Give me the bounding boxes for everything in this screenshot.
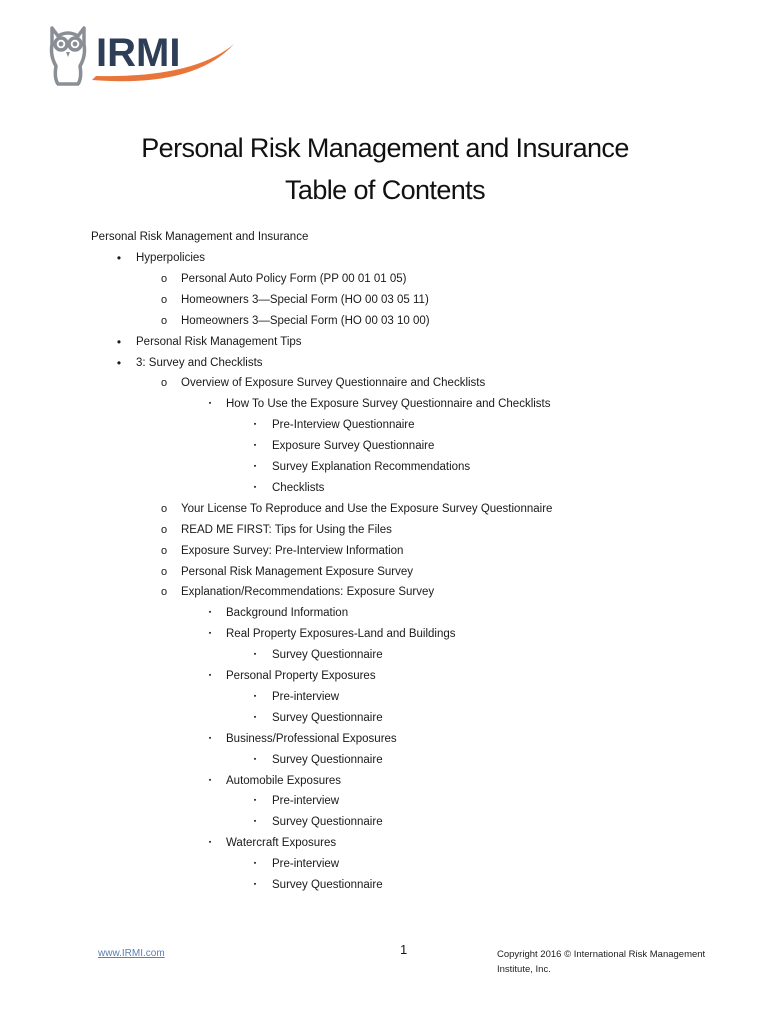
toc-bullet-marker: o bbox=[160, 586, 168, 599]
toc-bullet-marker: ▪ bbox=[208, 630, 212, 638]
toc-bullet-marker: o bbox=[160, 502, 168, 515]
toc-entry-label: How To Use the Exposure Survey Questionnaire and Checklists bbox=[226, 398, 551, 411]
toc-entry-label: Watercraft Exposures bbox=[226, 837, 337, 850]
toc-bullet-marker: ▪ bbox=[253, 860, 257, 868]
toc-bullet-marker: ▪ bbox=[208, 776, 212, 784]
toc-bullet-marker: o bbox=[160, 314, 168, 327]
toc-entry-label: READ ME FIRST: Tips for Using the Files bbox=[181, 523, 392, 536]
toc-entry-label: 3: Survey and Checklists bbox=[136, 356, 263, 369]
toc-entry-label: Checklists bbox=[272, 481, 325, 494]
toc-entry-label: Overview of Exposure Survey Questionnaire and Checklists bbox=[181, 377, 486, 390]
copyright-notice: Copyright 2016 © International Risk Management Institute, Inc. bbox=[497, 949, 706, 975]
toc-entry-label: Survey Explanation Recommendations bbox=[272, 461, 471, 473]
title-line-2: Table of Contents bbox=[285, 175, 485, 205]
toc-bullet-marker: ▪ bbox=[253, 713, 257, 721]
toc-entry-label: Your License To Reproduce and Use the Exposure Survey Questionnaire bbox=[181, 502, 553, 515]
toc-bullet-marker: • bbox=[116, 251, 122, 265]
toc-heading: Personal Risk Management and Insurance bbox=[91, 231, 309, 243]
toc-bullet-marker: ▪ bbox=[253, 797, 257, 805]
toc-bullet-marker: ▪ bbox=[208, 400, 212, 408]
toc-entry-label: Personal Risk Management Tips bbox=[136, 335, 302, 348]
toc-bullet-marker: o bbox=[160, 293, 168, 306]
toc-bullet-marker: ▪ bbox=[253, 818, 257, 826]
toc-entry-label: Pre-Interview Questionnaire bbox=[272, 419, 415, 432]
toc-entry-label: Survey Questionnaire bbox=[272, 879, 383, 891]
toc-entry-label: Pre-interview bbox=[272, 858, 340, 871]
toc-bullet-marker: ▪ bbox=[253, 692, 257, 700]
toc-entry-label: Explanation/Recommendations: Exposure Survey bbox=[181, 586, 435, 599]
toc-bullet-marker: ▪ bbox=[253, 755, 257, 763]
toc-bullet-marker: ▪ bbox=[208, 672, 212, 679]
toc-entry-label: Exposure Survey: Pre-Interview Information bbox=[181, 544, 404, 557]
toc-bullet-marker: o bbox=[160, 377, 168, 390]
toc-entry-label: Survey Questionnaire bbox=[272, 711, 383, 724]
toc-bullet-marker: ▪ bbox=[253, 463, 257, 470]
svg-text:IRMI: IRMI bbox=[96, 31, 181, 75]
toc-bullet-marker: ▪ bbox=[208, 734, 212, 742]
toc-bullet-marker: ▪ bbox=[253, 483, 257, 491]
toc-bullet-marker: ▪ bbox=[253, 442, 257, 450]
toc-entry-label: Business/Professional Exposures bbox=[226, 732, 397, 745]
toc-bullet-marker: ▪ bbox=[253, 421, 257, 429]
toc-entry-label: Personal Property Exposures bbox=[226, 670, 376, 682]
document-title bbox=[0, 127, 770, 211]
toc-bullet-marker: o bbox=[160, 565, 168, 578]
footer-website-link[interactable]: www.IRMI.com bbox=[98, 948, 165, 959]
toc-entry-label: Pre-interview bbox=[272, 690, 340, 703]
toc-bullet-marker: • bbox=[116, 334, 122, 349]
toc-bullet-marker: ▪ bbox=[208, 609, 212, 617]
toc-entry-label: Homeowners 3—Special Form (HO 00 03 05 11) bbox=[181, 293, 429, 306]
toc-entry-label: Hyperpolicies bbox=[136, 252, 206, 264]
toc-bullet-marker: o bbox=[160, 272, 168, 285]
toc-bullet-marker: • bbox=[116, 355, 122, 370]
toc-entry-label: Automobile Exposures bbox=[226, 774, 342, 787]
toc-entry-label: Pre-interview bbox=[272, 795, 340, 808]
owl-logo-icon bbox=[44, 22, 244, 88]
toc-entry-label: Homeowners 3—Special Form (HO 00 03 10 00) bbox=[181, 314, 430, 327]
toc-entry-label: Survey Questionnaire bbox=[272, 753, 383, 766]
toc-bullet-marker: ▪ bbox=[253, 651, 257, 659]
toc-bullet-marker: o bbox=[160, 523, 168, 536]
toc-bullet-marker: ▪ bbox=[208, 839, 212, 847]
toc-entry-label: Personal Risk Management Exposure Survey bbox=[181, 565, 414, 578]
page-number: 1 bbox=[400, 942, 408, 957]
toc-entry-label: Survey Questionnaire bbox=[272, 649, 383, 662]
toc-entry-label: Personal Auto Policy Form (PP 00 01 01 05) bbox=[181, 272, 407, 285]
title-line-1: Personal Risk Management and Insurance bbox=[141, 133, 629, 163]
toc-bullet-marker: o bbox=[160, 544, 168, 557]
toc-bullet-marker: ▪ bbox=[253, 881, 257, 888]
toc-entry-label: Real Property Exposures-Land and Buildings bbox=[226, 628, 456, 641]
toc-entry-label: Exposure Survey Questionnaire bbox=[272, 440, 435, 453]
toc-entry-label: Background Information bbox=[226, 607, 349, 620]
toc-entry-label: Survey Questionnaire bbox=[272, 816, 383, 829]
irmi-logo bbox=[44, 22, 244, 88]
